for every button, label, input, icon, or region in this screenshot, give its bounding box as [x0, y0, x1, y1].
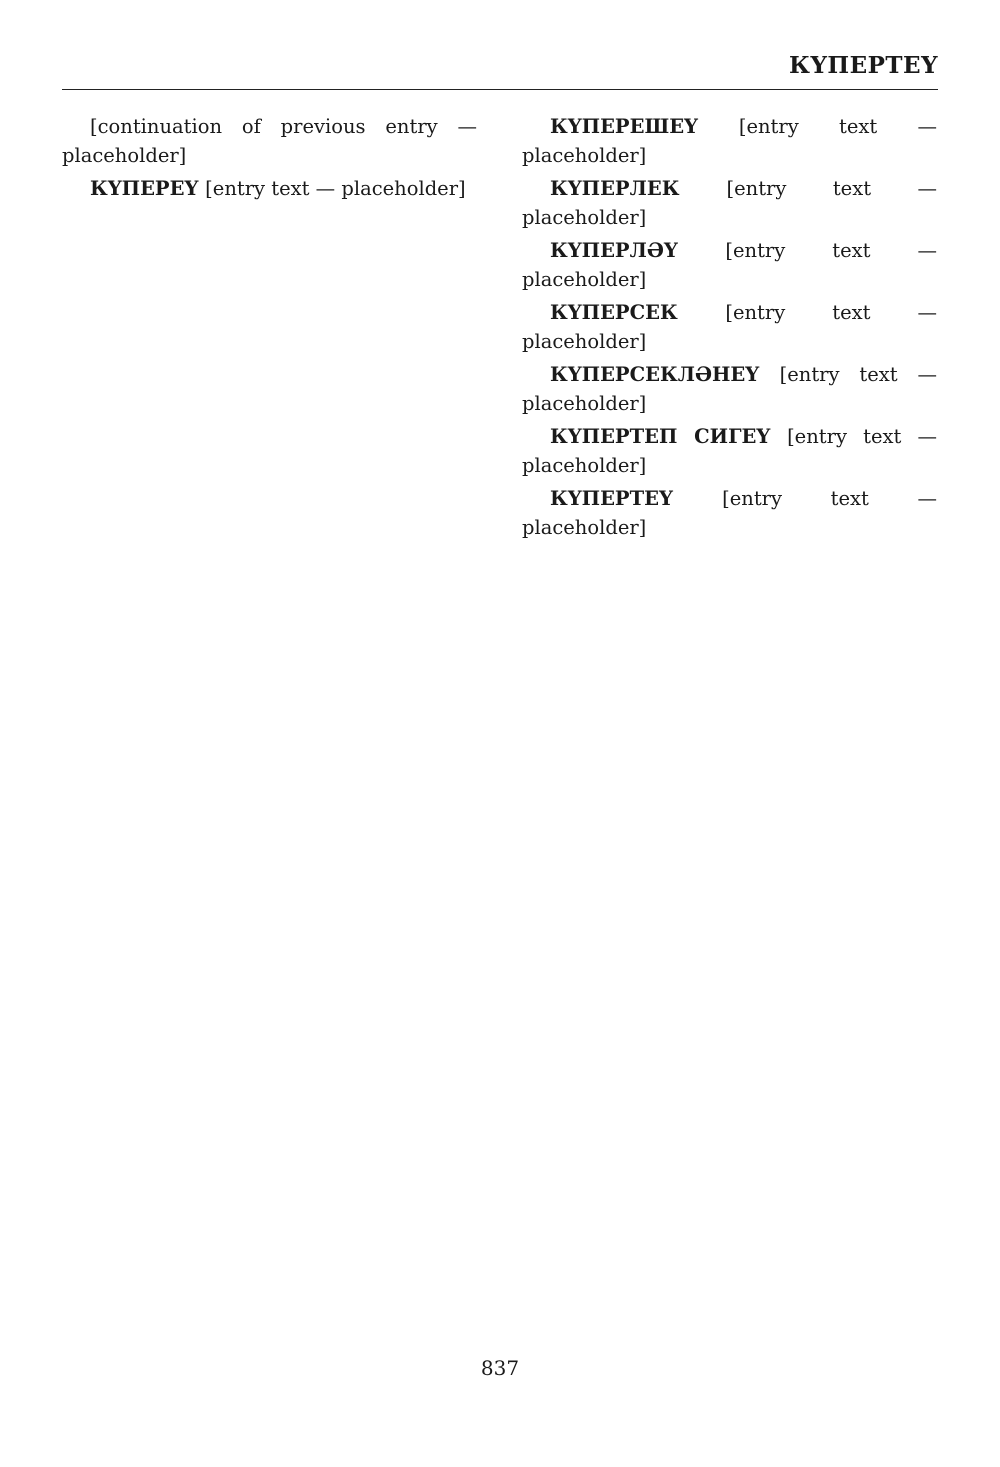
entry-headword: КҮПЕРТЕҮ — [550, 487, 723, 510]
right-column — [522, 112, 937, 546]
running-head: КҮПЕРТЕҮ — [789, 52, 938, 79]
dictionary-entry — [522, 112, 937, 170]
page-number: 837 — [480, 1356, 520, 1380]
left-column — [62, 112, 477, 207]
entry-headword: КҮПЕРЕШЕҮ — [550, 115, 739, 138]
entry-body: [entry text — placeholder] — [522, 363, 937, 415]
entry-body: [entry text — placeholder] — [522, 425, 937, 477]
entry-headword: КҮПЕРЛЕК — [550, 177, 727, 200]
dictionary-entry — [522, 236, 937, 294]
entry-body: [entry text — placeholder] — [522, 115, 937, 167]
dictionary-entry — [522, 360, 937, 418]
entry-body: [entry text — placeholder] — [205, 177, 466, 200]
entry-headword: КҮПЕРСЕК — [550, 301, 726, 324]
entry-headword: КҮПЕРЕҮ — [90, 177, 206, 200]
dictionary-entry — [522, 484, 937, 542]
dictionary-entry — [522, 298, 937, 356]
entry-headword: КҮПЕРЛӘҮ — [550, 239, 726, 262]
entry-body: [entry text — placeholder] — [522, 487, 937, 539]
entry-body: [entry text — placeholder] — [522, 239, 937, 291]
dictionary-entry — [522, 422, 937, 480]
dictionary-entry — [522, 174, 937, 232]
entry-body: [entry text — placeholder] — [522, 177, 937, 229]
entry-headword: КҮПЕРТЕП СИГЕҮ — [550, 425, 788, 448]
entry-headword: КҮПЕРСЕКЛӘНЕҮ — [550, 363, 780, 386]
entry-body: [entry text — placeholder] — [522, 301, 937, 353]
entry-body: [continuation of previous entry — placeholder] — [62, 115, 477, 167]
dictionary-entry — [62, 174, 477, 203]
header-rule — [62, 89, 938, 90]
dictionary-entry — [62, 112, 477, 170]
